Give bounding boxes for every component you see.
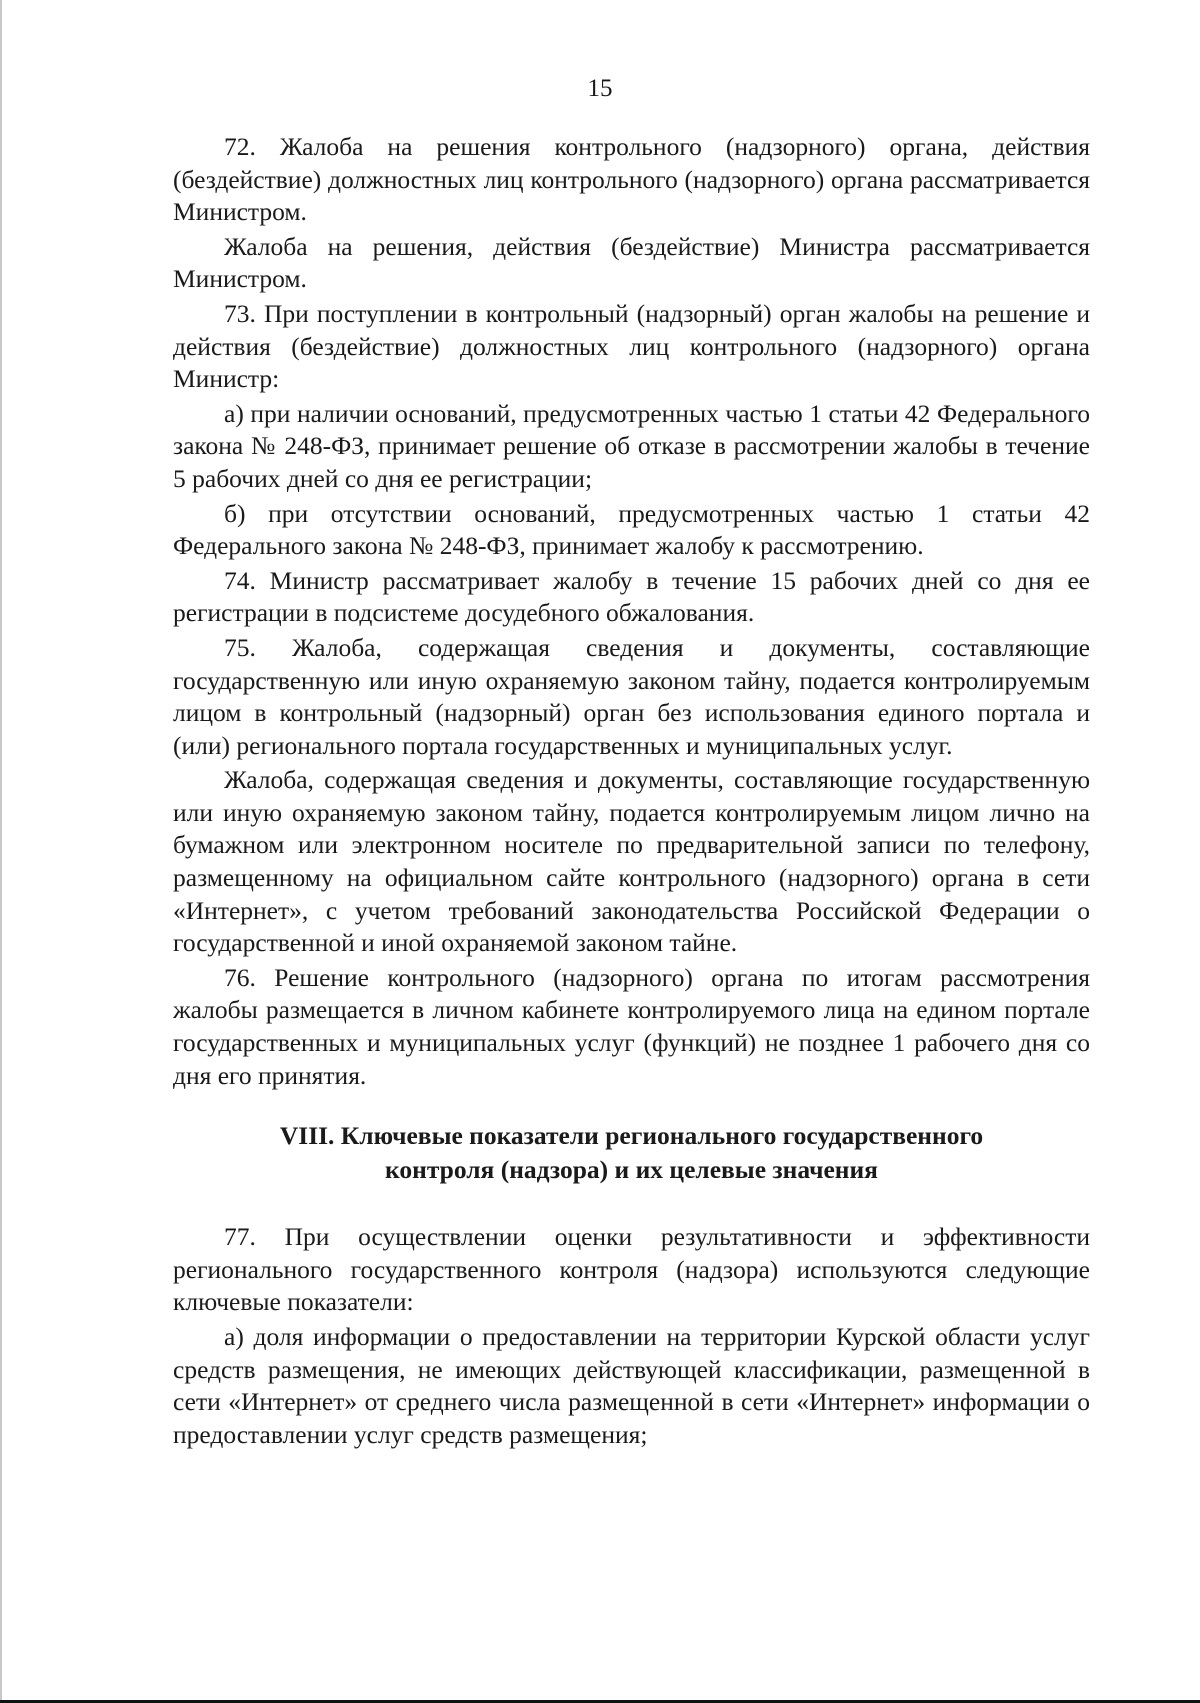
section-heading-line-2: контроля (надзора) и их целевые значения — [385, 1155, 878, 1185]
scan-left-edge — [0, 0, 2, 1703]
paragraph-72-minister: Жалоба на решения, действия (бездействие) Министра рассматривается Министром. — [173, 231, 1090, 294]
section-heading-viii — [173, 1119, 1090, 1187]
page-number: 15 — [587, 75, 613, 102]
paragraph-77: 77. При осуществлении оценки результативности и эффективности регионального государственного контроля (надзора) используются следующие ключевые показатели: — [173, 1222, 1090, 1317]
paragraph-73: 73. При поступлении в контрольный (надзорный) орган жалобы на решение и действия (бездействие) должностных лиц контрольного (надзорного) органа Министр: — [173, 298, 1090, 394]
paragraph-77-a: а) доля информации о предоставлении на территории Курской области услуг средств размещения, не имеющих действующей классификации, размещенной в сети «Интернет» от среднего числа размещенной в сети «Интернет» информации о предоставлении услуг средств размещения; — [173, 1322, 1090, 1449]
paragraph-73-a: а) при наличии оснований, предусмотренных частью 1 статьи 42 Федерального закона № 248-ФЗ, принимает решение об отказе в рассмотрении жалобы в течение 5 рабочих дней со дня ее регистрации; — [173, 398, 1090, 493]
paragraph-75: 75. Жалоба, содержащая сведения и документы, составляющие государственную или иную охраняемую законом тайну, подается контролируемым лицом в контрольный (надзорный) орган без использования единого портала и (или) регионального портала государственных и муниципальных услуг. — [173, 632, 1090, 760]
paragraph-73-b: б) при отсутствии оснований, предусмотренных частью 1 статьи 42 Федерального закона № 248-ФЗ, принимает жалобу к рассмотрению. — [173, 498, 1090, 561]
paragraph-76: 76. Решение контрольного (надзорного) органа по итогам рассмотрения жалобы размещается в личном кабинете контролируемого лица на едином портале государственных и муниципальных услуг (функций) не позднее 1 рабочего дня со дня его принятия. — [173, 962, 1090, 1090]
document-body — [173, 131, 1090, 1453]
section-heading-line-1: VIII. Ключевые показатели регионального государственного — [279, 1121, 984, 1151]
paragraph-72: 72. Жалоба на решения контрольного (надзорного) органа, действия (бездействие) должностных лиц контрольного (надзорного) органа рассматривается Министром. — [173, 132, 1090, 227]
paragraph-74: 74. Министр рассматривает жалобу в течение 15 рабочих дней со дня ее регистрации в подсистеме досудебного обжалования. — [173, 565, 1090, 628]
paragraph-75-secret: Жалоба, содержащая сведения и документы, составляющие государственную или иную охраняемую законом тайну, подается контролируемым лицом лично на бумажном или электронном носителе по предварительной записи по телефону, размещенному на официальном сайте контрольного (надзорного) органа в сети «Интернет», с учетом требований законодательства Российской Федерации о государственной и иной охраняемой законом тайне. — [173, 765, 1090, 958]
